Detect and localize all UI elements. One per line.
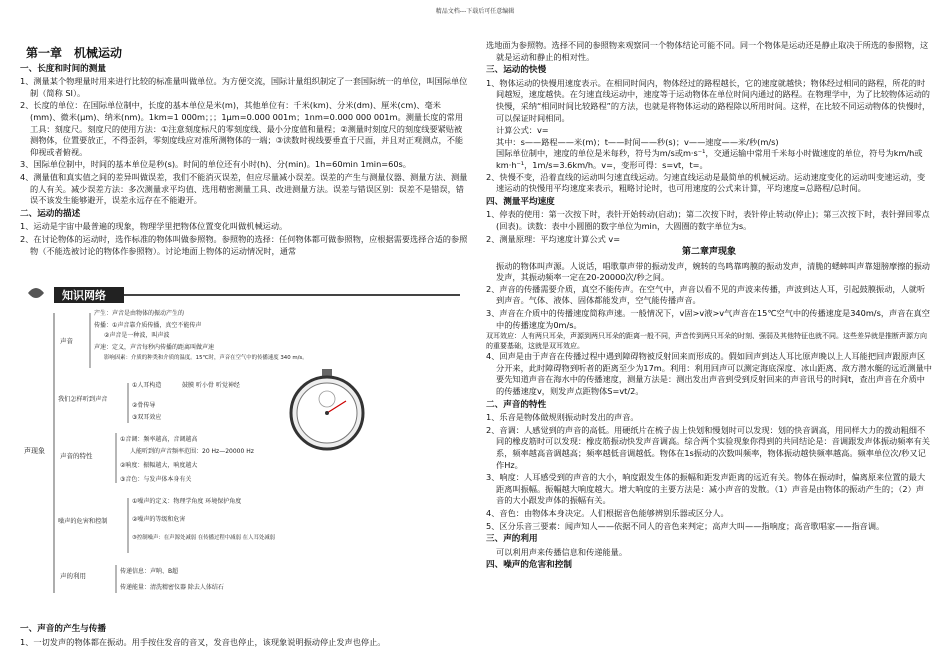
paragraph: 振动的物体叫声源。人说话，唱歌靠声带的振动发声，婉转的鸟鸣靠鸣膜的振动发声，清脆的蟋蟀叫声靠翅膀摩擦的振动发声，其振动频率一定在20-20000次/秒之间。 xyxy=(496,260,930,283)
paragraph: 1、一切发声的物体都在振动。用手按住发音的音叉，发音也停止，该现象说明振动停止发声也停止。 xyxy=(20,636,386,647)
node: 人能听到的声音频率范围：20 Hz—20000 Hz xyxy=(130,448,254,455)
paragraph: 可以利用声来传播信息和传递能量。 xyxy=(496,546,628,557)
chapter-title: 第一章 机械运动 xyxy=(26,46,123,60)
paragraph: 1、物体运动的快慢用速度表示。在相同时间内，物体经过的路程越长，它的速度就越快；物体经过相同的路程，所花的时间越短，速度越快。在匀速直线运动中，速度等于运动物体在单位时间内通过的路程。在物理学中，为了比较物体运动的快慢，采纳“相同时间比较路程”的方法，也就是将物体运动的路程除以所用时间。这样，在比较不同运动物体的快慢时，可以保证时间相同。 xyxy=(486,77,931,123)
node: 影响因素：介质的种类和介质的温度。15℃时，声音在空气中的传播速度 340 m/s。 xyxy=(104,355,308,361)
paragraph: 5、区分乐音三要素：闻声知人——依据不同人的音色来判定；高声大叫——指响度；高音歌唱家——指音调。 xyxy=(486,520,885,531)
note: 双耳效应：人有两只耳朵，声源到两只耳朵的距离一般不同，声音传到两只耳朵的时刻、强弱及其他特征也就不同。这些差异就是推断声源方向的重要基础，这就是双耳效应。 xyxy=(486,332,927,350)
node: 传递信息：声呐、B超 xyxy=(120,568,179,575)
paragraph: 1、测量某个物理量时用来进行比较的标准量叫做单位。为方便交流，国际计量组织制定了一套国际统一的单位，叫国际单位制（简称 SI）。 xyxy=(20,76,468,98)
banner xyxy=(28,287,460,303)
branch-noise: 噪声的危害和控制 xyxy=(58,518,108,525)
node: ③控制噪声：在声源处减弱 在传播过程中减弱 在人耳处减弱 xyxy=(132,535,276,541)
paragraph: 4、测量值和真实值之间的差异叫做误差，我们不能消灭误差，但应尽量减小误差。误差的产生与测量仪器、测量方法、测量的人有关。减少误差方法：多次测量求平均值、选用精密测量工具、改进测量方法。误差与错误区别：误差不是错误，错误不该发生能够避开，误差永远存在不能避开。 xyxy=(20,171,468,206)
banner-title: 知识网络 xyxy=(62,289,106,302)
paragraph: 1、停表的使用：第一次按下时，表针开始转动(启动)；第二次按下时，表针停止转动(停止)；第三次按下时，表针弹回零点(回表)。读数：表中小圆圈的数字单位为min，大圆圈的数字单位为s。 xyxy=(486,209,930,231)
paragraph: 2、长度的单位：在国际单位制中，长度的基本单位是米(m)，其他单位有：千米(km)、分米(dm)、厘米(cm)、毫米(mm)、微米(μm)、纳米(nm)。1km=1 000m；；；1μm=0.000 001m；1nm=0.000 000 001m。测量长度的常用工具：刻度尺。刻度尺的使用方法：①注意刻度标尺的零刻度线、最小分度值和量程；②测量时刻度尺的刻度线要紧贴被测物体，位置要放正，不得歪斜，零刻度线应对准所测物体的一端；③读数时视线要垂直于尺面，并且对正观测点，不能仰视或者俯视。 xyxy=(20,100,464,157)
left-column xyxy=(20,40,468,258)
paragraph: 1、运动是宇宙中最普遍的现象，物理学里把物体位置变化叫做机械运动。 xyxy=(20,221,288,232)
node: ③双耳效应 xyxy=(132,414,162,421)
node: ②骨传导 xyxy=(132,402,156,409)
section-heading: 四、测量平均速度 xyxy=(486,196,555,207)
section-heading: 四、噪声的危害和控制 xyxy=(486,560,572,571)
lower-left-text xyxy=(20,622,468,649)
branch-characteristics: 声音的特性 xyxy=(60,452,93,460)
chapter-title: 第二章声现象 xyxy=(681,247,736,258)
branch-hearing: 我们怎样听到声音 xyxy=(58,396,108,403)
knowledge-network-diagram xyxy=(20,283,468,618)
node: 声速：定义，声音每秒内传播的距离叫做声速 xyxy=(94,344,215,351)
paragraph: 国际单位制中，速度的单位是米每秒，符号为m/s或m·s⁻¹，交通运输中常用千米每小时做速度的单位，符号为km/h或km·h⁻¹，1m/s=3.6km/h。v=，变形可得：s=vt，t=。 xyxy=(496,148,923,170)
paragraph: 3、响度：人耳感受到的声音的大小，响度跟发生体的振幅和距发声距离的远近有关。物体在振动时，偏离原来位置的最大距离叫振幅。振幅越大响度越大。增大响度的主要方法是：减小声音的发散。（1）声音是由物体的振动产生的；（2）声音的大小跟发声体的振幅有关。 xyxy=(486,472,926,506)
section-heading: 二、声音的特性 xyxy=(486,399,547,410)
root-node: 声现象 xyxy=(24,447,45,455)
paragraph: 2、在讨论物体的运动时，选作标准的物体叫做参照物。参照物的选择：任何物体都可做参照物，应根据需要选择合适的参照物（不能选被讨论的物体作参照物）。讨论地面上物体的运动情况时，通常 xyxy=(20,233,468,256)
node: ②响度：振幅越大，响度越大 xyxy=(120,462,198,469)
paragraph: 1、乐音是物体做规则振动时发出的声音。 xyxy=(486,412,639,423)
paragraph: 2、快慢不变，沿着直线的运动叫匀速直线运动。匀速直线运动是最简单的机械运动。运动速度变化的运动叫变速运动，变速运动的快慢用平均速度来表示，粗略讨论时，也可用速度的公式来计算，平均速度=总路程/总时间。 xyxy=(486,171,926,194)
page-header: 精品文档---下载后可任意编辑 xyxy=(435,8,515,15)
paragraph: 3、声音在介质中的传播速度简称声速。一般情况下，v固>v液>v气声音在15℃空气中的传播速度是340m/s，声音在真空中的传播速度为0m/s。 xyxy=(486,308,930,330)
section-heading: 一、声音的产生与传播 xyxy=(20,624,106,634)
section-heading: 一、长度和时间的测量 xyxy=(20,63,106,74)
node: 鼓膜 听小骨 听觉神经 xyxy=(182,382,240,389)
node: ②噪声的等级和危害 xyxy=(132,516,186,523)
formula: 其中：s——路程——米(m)；t——时间——秒(s)；v——速度——米/秒(m/s) xyxy=(496,136,779,147)
node: ①音调：频率越高，音调越高 xyxy=(120,436,198,443)
paragraph: 2、音调：人感觉到的声音的高低。用硬纸片在梳子齿上快划和慢划时可以发现：划的快音调高，用同样大力的拨动粗细不同的橡皮筋时可以发现：橡皮筋振动快发声音调高。综合两个实验现象你得到的共同结论是：音调跟发声体振动频率有关系，频率越高音调越高；频率越低音调越低。物体在1s振动的次数叫频率，物体振动越快频率越高。频率单位次/秒又记作Hz。 xyxy=(486,424,930,470)
node: 传播：①声音靠介质传播，真空不能传声 xyxy=(94,322,202,329)
node: 产生：声音是由物体的振动产生的 xyxy=(94,310,185,317)
section-heading: 三、运动的快慢 xyxy=(486,65,547,76)
paragraph: 2、测量原理：平均速度计算公式 v= xyxy=(486,233,621,244)
node: 传递能量：清洗精密仪器 除去人体结石 xyxy=(120,584,224,591)
branch-use: 声的利用 xyxy=(60,572,86,580)
section-heading: 三、声的利用 xyxy=(486,534,538,545)
right-column xyxy=(486,40,932,573)
node: ③音色：与发声体本身有关 xyxy=(120,476,192,483)
paragraph: 4、回声是由于声音在传播过程中遇到障碍物被反射回来而形成的。假如回声到达人耳比原声晚以上人耳能把回声跟原声区分开来，此时障碍物到听者的距离至少为17m。利用：利用回声可以测定海底深度、冰山距离、敌方潜水艇的远近测量中要先知道声音在海水中的传播速度，测量方法是：测出发出声音到受到反射回来的声音讯号的时间t，查出声音在介质中的传播速度v，则发声点距物体S=vt/2。 xyxy=(486,351,932,397)
paragraph: 4、音色：由物体本身决定。人们根据音色能够辨别乐器或区分人。 xyxy=(486,507,729,518)
paragraph: 2、声音的传播需要介质，真空不能传声。在空气中，声音以看不见的声波来传播，声波到达人耳，引起鼓膜振动，人就听到声音。气体、液体、固体都能发声，空气能传播声音。 xyxy=(486,283,926,306)
node: ②声音是一种波，叫声波 xyxy=(104,332,170,339)
node: ①人耳构造 xyxy=(132,382,162,389)
node: ①噪声的定义：物理学角度 环境保护角度 xyxy=(132,498,242,505)
paragraph: 3、国际单位制中，时间的基本单位是秒(s)。时间的单位还有小时(h)、分(min)。1h=60min 1min=60s。 xyxy=(20,159,411,170)
paragraph: 选地面为参照物。选择不同的参照物来观察同一个物体结论可能不同。同一个物体是运动还是静止取决于所选的参照物，这就是运动和静止的相对性。 xyxy=(486,40,929,62)
formula: 计算公式：v= xyxy=(496,125,549,136)
section-heading: 二、运动的描述 xyxy=(20,208,81,219)
stopwatch-icon xyxy=(291,369,363,449)
branch-sound: 声音 xyxy=(60,337,73,345)
